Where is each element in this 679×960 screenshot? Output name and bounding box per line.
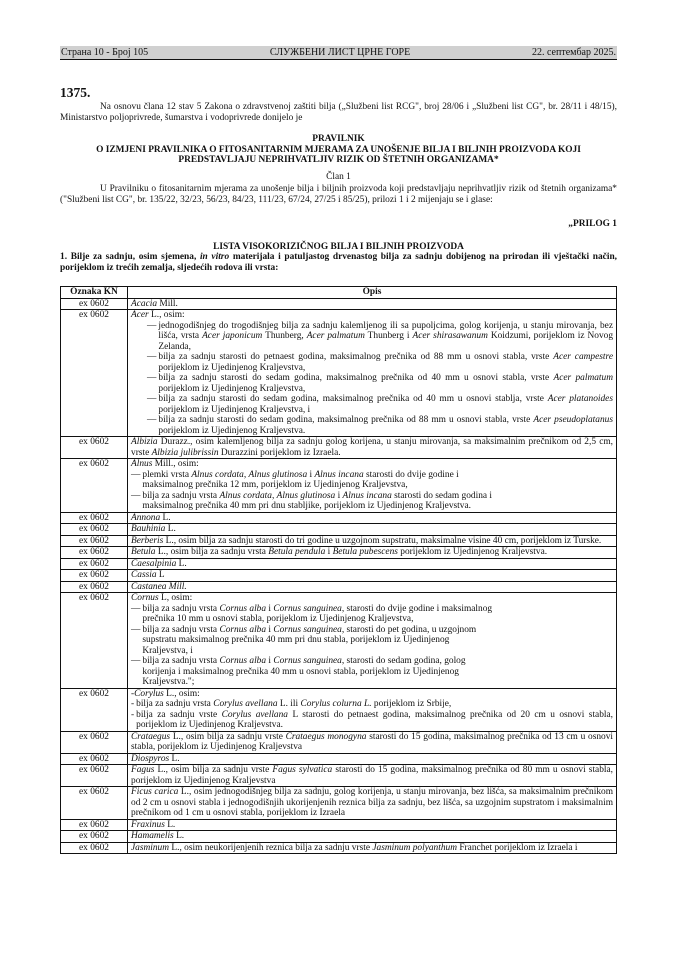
text-segment: porijeklom iz Ujedinjenog Kraljevstva, <box>158 383 306 394</box>
table-row <box>61 298 617 310</box>
exception-text <box>158 415 613 436</box>
kn-code: ex 0602 <box>61 787 128 820</box>
table-row <box>61 459 617 513</box>
text-segment: , starosti do dvije godine i maksimalnog prečnika 10 mm u osnovi stabla, porijeklom iz Ujedinjenog Kraljevstva, <box>142 603 493 624</box>
kn-code: ex 0602 <box>61 512 128 524</box>
gazette-header <box>60 46 617 60</box>
description <box>128 437 617 459</box>
dash-marker: — <box>147 394 157 404</box>
table-row <box>61 524 617 536</box>
text-segment: bilja za sadnju vrsta <box>142 624 220 635</box>
species-name: Castanea Mill. <box>131 581 187 592</box>
list-title: LISTA VISOKORIZIČNOG BILJA I BILJNIH PROIZVODA <box>213 241 464 252</box>
description <box>128 535 617 547</box>
species-name: Albizia julibrissin <box>151 447 219 458</box>
kn-code: ex 0602 <box>61 688 128 731</box>
species-name: Fagus sylvatica <box>272 765 333 775</box>
table-row <box>61 765 617 787</box>
exception-item <box>131 491 613 512</box>
kn-code: ex 0602 <box>61 753 128 765</box>
table-row <box>61 547 617 559</box>
exception-text <box>142 656 492 688</box>
text-segment: Mill. <box>157 298 178 309</box>
species-name: Acer campestre <box>553 352 613 362</box>
species-name: Crataegus monogyna <box>285 731 367 742</box>
description <box>128 731 617 753</box>
title-line-1: PRAVILNIK <box>312 134 365 144</box>
exception-text <box>136 699 613 710</box>
section-text-end: materijala i patuljastog drvenastog bilja za sadnju dobijenog na prirodan ili vještački način, porijeklom iz trećih zemalja, sljedećih rodova ili vrsta: <box>60 252 618 273</box>
species-name: Acer palmatum <box>306 331 365 341</box>
description <box>128 842 617 854</box>
exception-text <box>158 373 613 394</box>
exception-item <box>131 604 613 625</box>
exception-item <box>131 321 613 353</box>
kn-code: ex 0602 <box>61 842 128 854</box>
issue-date: 22. септембар 2025. <box>531 47 616 58</box>
text-segment: L. <box>164 819 176 830</box>
kn-code: ex 0602 <box>61 535 128 547</box>
species-name: Alnus incana <box>342 490 392 501</box>
section-italic: in vitro <box>199 252 230 262</box>
text-segment: L. <box>169 753 180 764</box>
text-segment: starosti do 15 godina, maksimalnog prečnika od 80 mm u osnovi stabla, porijeklom iz Ujedinjenog Kraljevstva <box>131 765 614 786</box>
kn-code: ex 0602 <box>61 581 128 593</box>
text-segment: L., osim jednogodišnjeg bilja za sadnju, golog korijenja, u stanju mirovanja, bez lišća, sa maksimalnim prečnikom od 2 cm u osnovi stabla i jednogodišnjih ukorijenjenih reznica bilja za sadnju, bez lišća, sa uzgojnim supstratom i maksimalnim prečnikom od 1 cm u osnovi stabla, porijeklom iz Izraela <box>131 787 613 818</box>
text-segment: L. <box>160 512 171 523</box>
table-row <box>61 535 617 547</box>
section-heading <box>60 252 617 273</box>
table-row <box>61 512 617 524</box>
article-heading: Član 1 <box>326 171 351 182</box>
exception-item <box>131 470 613 491</box>
kn-code: ex 0602 <box>61 731 128 753</box>
exception-item <box>131 352 613 373</box>
table-row <box>61 310 617 437</box>
species-name: Acer platanoides <box>547 394 613 404</box>
table-row <box>61 753 617 765</box>
dash-marker: — <box>131 469 141 480</box>
text-segment: bilja za sadnju vrsta <box>142 490 220 501</box>
title-line-2: O IZMJENI PRAVILNIKA O FITOSANITARNIM MJERAMA ZA UNOŠENJE BILJA I BILJNIH PROIZVODA KOJI PREDSTAVLJAJU NEPRIHVATLJIV RIZIK OD ŠTETNIH ORGANIZAMA* <box>96 144 581 165</box>
kn-code: ex 0602 <box>61 298 128 310</box>
column-header-description: Opis <box>128 287 617 299</box>
species-name: Jasminum <box>131 842 170 853</box>
species-name: Crataegus <box>131 731 171 742</box>
dash-marker: — <box>131 624 141 635</box>
description-lead <box>131 559 613 570</box>
text-segment: bilja za sadnju starosti do sedam godina, maksimalnog prečnika od 40 mm u osnovi stablja, vrste <box>158 394 548 404</box>
dash-marker: — <box>147 320 157 331</box>
annex-label: „PRILOG 1 <box>568 219 617 229</box>
description-lead <box>131 437 613 458</box>
species-name: Corylus avellana <box>213 699 278 709</box>
species-name: Betula <box>131 547 156 557</box>
description-lead <box>131 831 613 842</box>
exception-text <box>142 491 492 512</box>
description <box>128 310 617 437</box>
exception-item <box>131 373 613 394</box>
exception-item <box>131 625 613 657</box>
species-name: Corylus avellana <box>221 709 288 720</box>
species-name: Albizia <box>131 437 158 447</box>
description-lead <box>131 513 613 524</box>
table-row <box>61 831 617 843</box>
description <box>128 570 617 582</box>
dash-marker: — <box>131 603 141 614</box>
exception-item <box>131 656 613 688</box>
text-segment: bilja za sadnju vrsta <box>142 603 220 614</box>
gazette-title: СЛУЖБЕНИ ЛИСТ ЦРНЕ ГОРЕ <box>269 47 411 58</box>
description <box>128 819 617 831</box>
exception-text <box>142 470 492 491</box>
kn-code: ex 0602 <box>61 310 128 437</box>
description-lead <box>131 570 613 581</box>
description-lead <box>131 820 613 831</box>
description <box>128 558 617 570</box>
species-name: Cornus sanguinea <box>273 624 342 635</box>
dash-marker: - <box>131 699 135 709</box>
kn-code: ex 0602 <box>61 558 128 570</box>
text-segment: L starosti do petnaest godina, maksimalnog prečnika od 20 cm u osnovi stabla, porijeklom iz Ujedinjenog Kraljevstva. <box>136 709 614 730</box>
text-segment: L. <box>165 524 176 534</box>
species-name: Cornus sanguinea <box>273 656 342 666</box>
species-name: Fraxinus <box>131 819 165 830</box>
exception-item <box>131 415 613 436</box>
text-segment: i <box>266 656 274 666</box>
description-lead <box>131 547 613 558</box>
text-segment: i <box>266 624 274 635</box>
kn-code: ex 0602 <box>61 593 128 689</box>
exception-text <box>142 604 492 625</box>
table-row <box>61 581 617 593</box>
text-segment: L., osim: <box>148 310 185 320</box>
text-segment: , starosti do sedam godina, golog korijenja i maksimalnog prečnika 40 mm u osnovi stabla, porijeklom iz Ujedinjenog Kraljevstva."; <box>142 656 466 687</box>
text-segment: , starosti do pet godina, u uzgojnom supstratu maksimalnog prečnika 40 mm pri dnu stabla, porijeklom iz Ujedinjenog Kraljevstva, i <box>142 624 477 656</box>
exception-text <box>158 352 613 373</box>
exception-text <box>158 394 613 415</box>
species-name: Betula pubescens <box>332 547 398 557</box>
text-segment: bilja za sadnju vrsta <box>142 656 220 666</box>
species-name: Cassia <box>131 570 157 580</box>
species-name: Alnus cordata <box>219 490 272 501</box>
text-segment: Koidzumi, porijeklom iz Novog Zelanda, <box>158 331 614 352</box>
description <box>128 524 617 536</box>
act-number: 1375. <box>60 85 91 100</box>
species-name: Diospyros <box>131 753 170 764</box>
description-lead <box>131 299 613 310</box>
description <box>128 831 617 843</box>
text-segment: Thunberg i <box>364 331 413 341</box>
text-segment: bilja za sadnju starosti do petnaest godina, maksimalnog prečnika od 88 mm u osnovi stabla, vrste <box>158 352 554 362</box>
species-name: Alnus <box>131 459 153 469</box>
text-segment: starosti do sedam godina i maksimalnog prečnika 40 mm pri dnu stabljike, porijeklom iz Ujedinjenog Kraljevstva. <box>142 490 493 511</box>
species-name: Acacia <box>131 298 158 309</box>
kn-code: ex 0602 <box>61 831 128 843</box>
text-segment: porijeklom iz Srbije, <box>371 699 452 709</box>
text-segment: bilja za sadnju starosti do sedam godina, maksimalnog prečnika od 88 mm u osnovi stabla, vrste <box>158 415 534 425</box>
text-segment: L, osim: <box>158 593 193 603</box>
regulation-title <box>60 134 617 166</box>
species-name: Alnus glutinosa <box>248 469 308 480</box>
text-segment: L <box>156 570 165 580</box>
table-row <box>61 593 617 689</box>
text-segment: bilja za sadnju starosti do sedam godina, maksimalnog prečnika od 40 mm u osnovi stabla, vrste <box>158 373 554 383</box>
table-body <box>61 298 617 854</box>
dash-marker: — <box>147 352 157 362</box>
description <box>128 593 617 689</box>
text-segment: starosti do dvije godine i maksimalnog prečnika 12 mm, porijeklom iz Ujedinjenog Kraljevstva, <box>142 469 459 490</box>
page-number: Страна 10 - Број 105 <box>61 47 149 58</box>
kn-code: ex 0602 <box>61 547 128 559</box>
kn-code: ex 0602 <box>61 524 128 536</box>
species-name: Acer pseudoplatanus <box>533 415 613 425</box>
kn-code: ex 0602 <box>61 570 128 582</box>
description <box>128 787 617 820</box>
text-segment: bilja za sadnju vrsta <box>136 699 214 709</box>
text-segment: L., osim neukorijenjenih reznica bilja za sadnju vrste <box>169 842 373 853</box>
kn-code: ex 0602 <box>61 765 128 787</box>
exception-item <box>131 394 613 415</box>
species-name: Betula pendula <box>268 547 326 557</box>
table-row <box>61 819 617 831</box>
species-name: Acer <box>131 310 149 320</box>
species-name: Berberis <box>131 535 164 546</box>
text-segment: bilja za sadnju vrste <box>136 709 222 720</box>
species-name: Acer palmatum <box>553 373 613 383</box>
species-name: Cornus alba <box>219 656 267 666</box>
text-segment: Durazz., osim kalemljenog bilja za sadnju golog korijena, u stanju mirovanja, sa maksimalnim prečnikom od 2,5 cm, vrste <box>131 437 613 458</box>
species-name: Hamamelis <box>131 831 174 841</box>
description-lead <box>131 582 613 593</box>
text-segment: Franchet porijeklom iz Izraela i <box>457 842 578 853</box>
description-lead <box>131 787 613 819</box>
dash-marker: — <box>147 415 157 425</box>
text-segment: plemki vrsta <box>142 469 192 480</box>
description-lead <box>131 459 613 470</box>
description <box>128 581 617 593</box>
table-row <box>61 688 617 731</box>
text-segment: , <box>243 469 249 480</box>
species-name: Fagus <box>131 765 155 775</box>
dash-marker: — <box>131 490 141 501</box>
description-lead <box>131 593 613 604</box>
description-lead <box>131 536 613 547</box>
article-text: U Pravilniku o fitosanitarnim mjerama za unošenje bilja i biljnih proizvoda koji predstavljaju neprihvatljiv rizik od štetnih organizama* ("Službeni list CG", br. 135/22, 32/23, 56/23, 84/23, 111/23, 67/24, 27/25 i 85/25), prilozi 1 i 2 mijenjaju se i glase: <box>60 184 617 205</box>
table-row <box>61 731 617 753</box>
text-segment: jednogodišnjeg do trogodišnjeg bilja za sadnju kalemljenog ili sa pupoljcima, golog korijenja, u stanju mirovanja, bez lišća, vrsta <box>158 320 613 341</box>
text-segment: Thunberg, <box>262 331 307 341</box>
text-segment: L., osim: <box>163 688 200 699</box>
preamble: Na osnovu člana 12 stav 5 Zakona o zdravstvenoj zaštiti bilja („Službeni list RCG", broj 28/06 i „Službeni list CG", br. 28/11 i 48/15), Ministarstvo poljoprivrede, šumarstva i vodoprivrede donijelo je <box>60 102 617 123</box>
text-segment: porijeklom iz Ujedinjenog Kraljevstva, <box>158 362 306 373</box>
exception-text <box>142 625 492 657</box>
species-name: Cornus alba <box>219 603 267 614</box>
table-row <box>61 787 617 820</box>
description <box>128 298 617 310</box>
text-segment: Mill., osim: <box>152 459 199 469</box>
text-segment: i <box>325 547 333 557</box>
description <box>128 512 617 524</box>
description-lead <box>131 765 613 786</box>
species-name: Cornus <box>131 593 159 603</box>
species-name: Bauhinia <box>131 524 166 534</box>
plants-table <box>60 286 617 854</box>
text-segment: L., osim bilja za sadnju vrsta <box>155 547 269 557</box>
text-segment: L. <box>173 831 185 841</box>
species-name: Alnus glutinosa <box>276 490 336 501</box>
exception-text <box>136 710 613 731</box>
exception-text <box>158 321 613 353</box>
kn-code: ex 0602 <box>61 459 128 513</box>
description-lead <box>131 524 613 535</box>
table-row <box>61 558 617 570</box>
dash-marker: — <box>131 656 141 666</box>
species-name: Acer japonicum <box>202 331 263 341</box>
text-segment: L. <box>176 558 187 569</box>
species-name: Jasminum polyanthum <box>372 842 457 853</box>
description <box>128 688 617 731</box>
description-lead <box>131 310 613 321</box>
table-row <box>61 437 617 459</box>
text-segment: porijeklom iz Ujedinjenog Kraljevstva, i <box>158 404 311 415</box>
species-name: Corylus colurna L. <box>300 699 372 709</box>
species-name: Caesalpinia <box>131 558 177 569</box>
text-segment: L., osim bilja za sadnju starosti do tri godine u uzgojnom supstratu, maksimalne visine 40 cm, porijeklom iz Turske. <box>163 535 602 546</box>
description-lead <box>131 843 613 854</box>
description-lead <box>131 732 613 753</box>
dash-marker: - <box>131 709 135 720</box>
text-segment: Durazzini porijeklom iz Izraela. <box>218 447 341 458</box>
species-name: Alnus cordata <box>191 469 244 480</box>
dash-marker: — <box>147 373 157 383</box>
text-segment: i <box>307 469 315 480</box>
species-name: Acer shirasawanum <box>412 331 488 341</box>
text-segment: porijeklom iz Ujedinjenog Kraljevstva. <box>158 425 306 436</box>
description-lead <box>131 689 613 700</box>
species-name: Corylus <box>134 688 164 699</box>
text-segment: L. ili <box>277 699 301 709</box>
description <box>128 765 617 787</box>
species-name: Cornus sanguinea <box>273 603 342 614</box>
description <box>128 753 617 765</box>
kn-code: ex 0602 <box>61 437 128 459</box>
text-segment: L., osim bilja za sadnju vrste <box>154 765 273 775</box>
description <box>128 459 617 513</box>
description-lead <box>131 754 613 765</box>
table-row <box>61 570 617 582</box>
species-name: Alnus incana <box>314 469 364 480</box>
species-name: Cornus alba <box>219 624 267 635</box>
species-name: Annona <box>131 512 161 523</box>
table-header-row <box>61 287 617 299</box>
text-segment: , <box>271 490 277 501</box>
text-segment: starosti do 15 godina, maksimalnog prečnika od 13 cm u osnovi stabla, porijeklom iz Ujedinjenog Kraljevstva <box>131 731 614 752</box>
description <box>128 547 617 559</box>
text-segment: i <box>335 490 343 501</box>
column-header-code: Oznaka KN <box>61 287 128 299</box>
document-page <box>60 46 617 854</box>
text-segment: porijeklom iz Ujedinjenog Kraljevstva. <box>397 547 548 557</box>
exception-item <box>131 699 613 710</box>
text-segment: - <box>131 688 135 699</box>
kn-code: ex 0602 <box>61 819 128 831</box>
section-text: 1. Bilje za sadnju, osim sjemena, <box>60 252 200 262</box>
text-segment: i <box>266 603 274 614</box>
text-segment: L., osim bilja za sadnju vrste <box>170 731 286 742</box>
table-row <box>61 842 617 854</box>
exception-item <box>131 710 613 731</box>
species-name: Ficus carica <box>131 787 179 797</box>
